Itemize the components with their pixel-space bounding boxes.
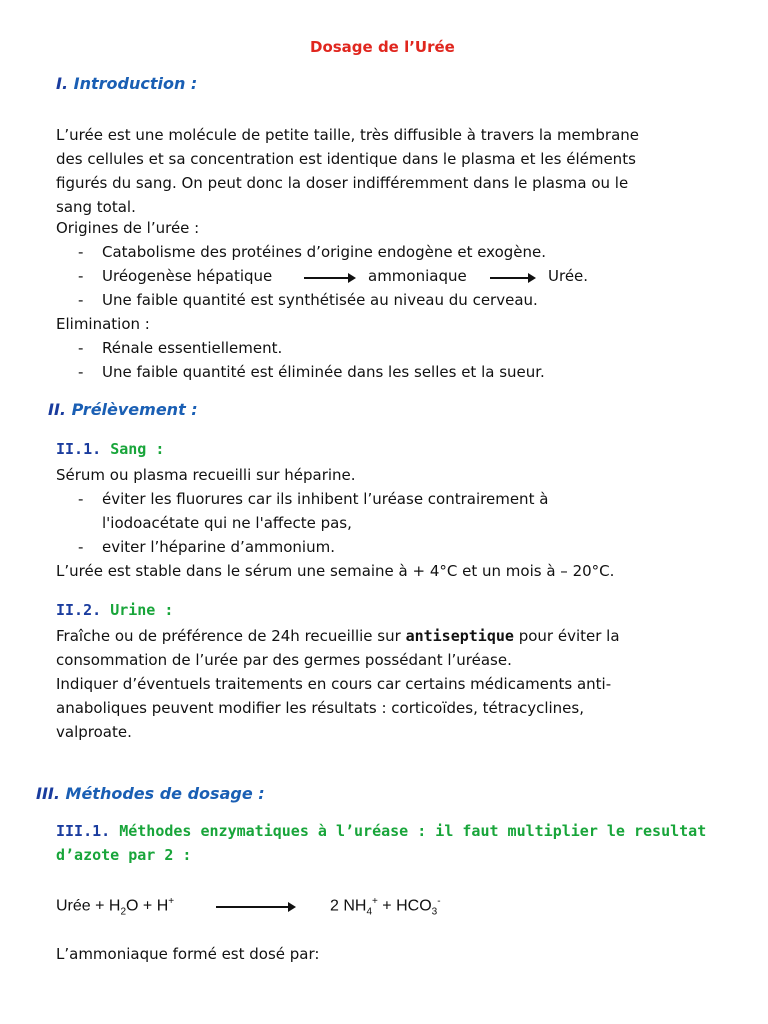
paragraph-line: figurés du sang. On peut donc la doser indifféremment dans le plasma ou le — [56, 174, 629, 192]
arrow-icon — [490, 277, 534, 279]
paragraph-line: L’urée est une molécule de petite taille, très diffusible à travers la membrane — [56, 126, 640, 144]
subsection-number: III.1. — [56, 822, 111, 840]
subsection-number: II.1. — [56, 440, 102, 458]
document-page: Dosage de l’Urée I. Introduction : L’urée est une molécule de petite taille, très diffusible à travers la membrane des cellules et sa concentration est identique dans le plasma et les éléments figurés du sang. On peut donc la doser indifféremment dans le plasma ou le sang total. Origines de l’urée : - Catabolisme des protéines d’origine endogène et exogène. - Uréogenèse hépatique ammoniaque Urée. - Une faible quantité est synthétisée au niveau du cerveau. Elimination : - Rénale essentiellement. - Une faible quantité est éliminée dans les selles et la sueur. II. Prélèvement : II.1. Sang : Sérum ou plasma recueilli sur héparine. - éviter les fluorures car ils inhibent l’uréase contrairement à l'iodoacétate qui ne l'affecte pas, - eviter l’héparine d’ammonium. L’urée est stable dans le sérum une semaine à + 4°C et un mois à – 20°C. II.2. Urine : Fraîche ou de préférence de 24h recueillie sur antiseptique pour éviter la consommation de l’urée par des germes possédant l’uréase. Indiquer d’éventuels traitements en cours car certains médicaments anti- anaboliques peuvent modifier les résultats : corticoïdes, tétracyclines, valproate. III. Méthodes de dosage : III.1. Méthodes enzymatiques à l’uréase : il faut multiplier le resultat d’azote par 2 : Urée + $H_2O + H^+$ 2 $NH_4^+ + HCO_3^-$ L’ammoniaque formé est dosé par: — [36, 38, 707, 963]
uree-label: Urée. — [548, 267, 589, 285]
equation-left: Urée + $H_2O + H^+$ — [56, 896, 175, 918]
ammoniaque-label: ammoniaque — [368, 267, 467, 285]
list-item-continuation: l'iodoacétate qui ne l'affecte pas, — [102, 514, 352, 532]
urine-line: Fraîche ou de préférence de 24h recueillie sur antiseptique pour éviter la — [56, 627, 620, 645]
ammoniaque-dosage-line: L’ammoniaque formé est dosé par: — [56, 945, 320, 963]
section-heading-methodes — [36, 784, 265, 803]
section-number: III. — [36, 784, 60, 803]
section-heading-prelevement — [48, 400, 198, 419]
section-heading-introduction — [56, 74, 197, 93]
section-number: II. — [48, 400, 66, 419]
subsection-heading-enzymatiques — [56, 822, 706, 840]
subsection-label: Sang : — [110, 440, 165, 458]
origines-label: Origines de l’urée : — [56, 219, 200, 237]
urine-line: anaboliques peuvent modifier les résultats : corticoïdes, tétracyclines, — [56, 699, 584, 717]
urine-line: Indiquer d’éventuels traitements en cours car certains médicaments anti- — [56, 675, 612, 693]
arrow-icon — [304, 277, 354, 279]
section-label: Introduction : — [73, 74, 198, 93]
paragraph-line: des cellules et sa concentration est identique dans le plasma et les éléments — [56, 150, 636, 168]
subsection-label: Urine : — [110, 601, 174, 619]
subsection-heading-continuation: d’azote par 2 : — [56, 846, 192, 864]
subsection-number: II.2. — [56, 601, 102, 619]
antiseptique-term: antiseptique — [405, 627, 514, 645]
urine-line: valproate. — [56, 723, 132, 741]
intro-paragraph — [56, 123, 639, 219]
section-number: I. — [56, 74, 69, 93]
page-title: Dosage de l’Urée — [310, 38, 455, 56]
section-label: Prélèvement : — [71, 400, 198, 419]
elimination-label: Elimination : — [56, 315, 150, 333]
urine-line: consommation de l’urée par des germes possédant l’uréase. — [56, 651, 512, 669]
stability-text: L’urée est stable dans le sérum une semaine à + 4°C et un mois à – 20°C. — [56, 562, 615, 580]
equation-right: 2 $NH_4^+ + HCO_3^-$ — [330, 896, 441, 918]
paragraph-line: sang total. — [56, 198, 136, 216]
subsection-heading-urine — [56, 601, 173, 619]
reaction-arrow-icon — [216, 906, 294, 908]
subsection-heading-sang — [56, 440, 164, 458]
subsection-label: Méthodes enzymatiques à l’uréase : il faut multiplier le resultat — [119, 822, 707, 840]
sang-intro: Sérum ou plasma recueilli sur héparine. — [56, 466, 356, 484]
section-label: Méthodes de dosage : — [65, 784, 265, 803]
